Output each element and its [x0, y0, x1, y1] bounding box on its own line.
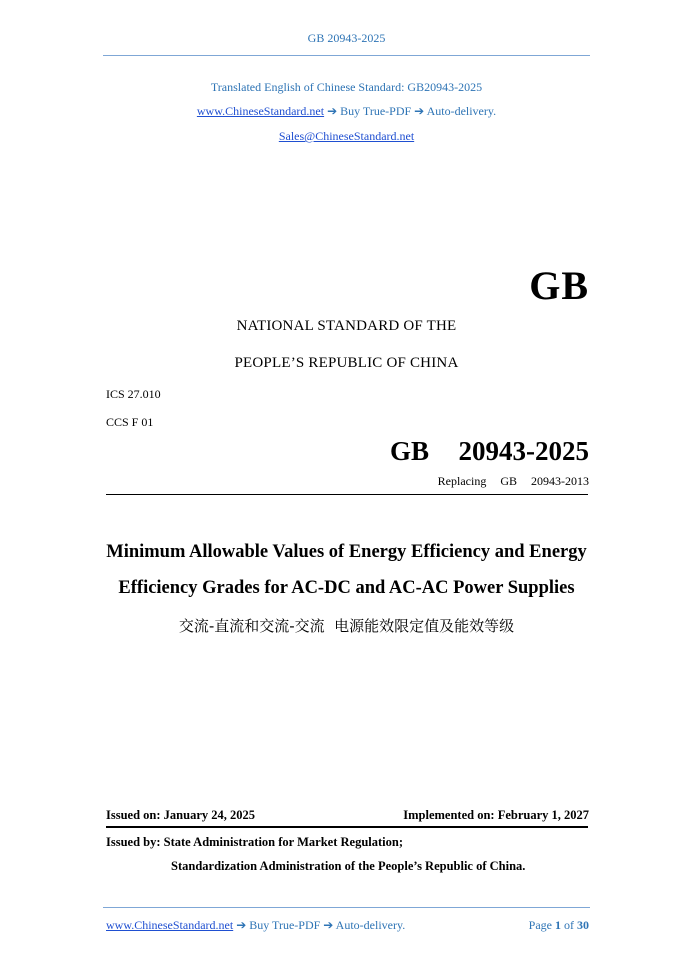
sales-line — [0, 129, 693, 144]
footer-purchase-text: ➔ Buy True-PDF ➔ Auto-delivery. — [233, 918, 406, 932]
national-standard-line1: NATIONAL STANDARD OF THE — [236, 318, 457, 334]
replacing-note: Replacing GB 20943-2013 — [437, 474, 589, 488]
title-line1: Minimum Allowable Values of Energy Efficiency and Energy — [106, 542, 587, 562]
issued-on: Issued on: January 24, 2025 — [106, 808, 255, 822]
running-header: GB 20943-2025 — [307, 31, 386, 45]
header-divider — [103, 55, 590, 56]
page-label: Page — [528, 918, 552, 932]
title-chinese: 交流-直流和交流-交流 电源能效限定值及能效等级 — [178, 617, 515, 635]
page-number — [529, 918, 589, 933]
issued-by-line1: Issued by: State Administration for Market Regulation; — [106, 835, 403, 849]
page-of: of — [564, 918, 574, 932]
website-link[interactable]: www.ChineseStandard.net — [196, 104, 325, 118]
page-current: 1 — [555, 918, 561, 932]
gb-logo: GB — [529, 263, 589, 308]
issued-by-line2: Standardization Administration of the People’s Republic of China. — [171, 859, 526, 873]
purchase-line — [0, 104, 693, 119]
issue-divider — [106, 826, 588, 828]
footer-website-link[interactable]: www.ChineseStandard.net — [106, 918, 234, 932]
page-total: 30 — [577, 918, 589, 932]
code-divider — [106, 494, 588, 495]
national-standard-line2: PEOPLE’S REPUBLIC OF CHINA — [234, 355, 459, 371]
ccs-code: CCS F 01 — [106, 415, 154, 429]
sales-email-link[interactable]: Sales@ChineseStandard.net — [278, 129, 415, 143]
translation-note: Translated English of Chinese Standard: GB20943-2025 — [210, 80, 483, 94]
purchase-text: ➔ Buy True-PDF ➔ Auto-delivery. — [324, 104, 497, 118]
standard-number: GB 20943-2025 — [389, 436, 589, 466]
ics-code: ICS 27.010 — [106, 387, 161, 401]
implemented-on: Implemented on: February 1, 2027 — [403, 808, 589, 822]
footer-purchase-line — [106, 918, 405, 933]
title-line2: Efficiency Grades for AC-DC and AC-AC Power Supplies — [118, 578, 575, 598]
footer-divider — [103, 907, 590, 908]
